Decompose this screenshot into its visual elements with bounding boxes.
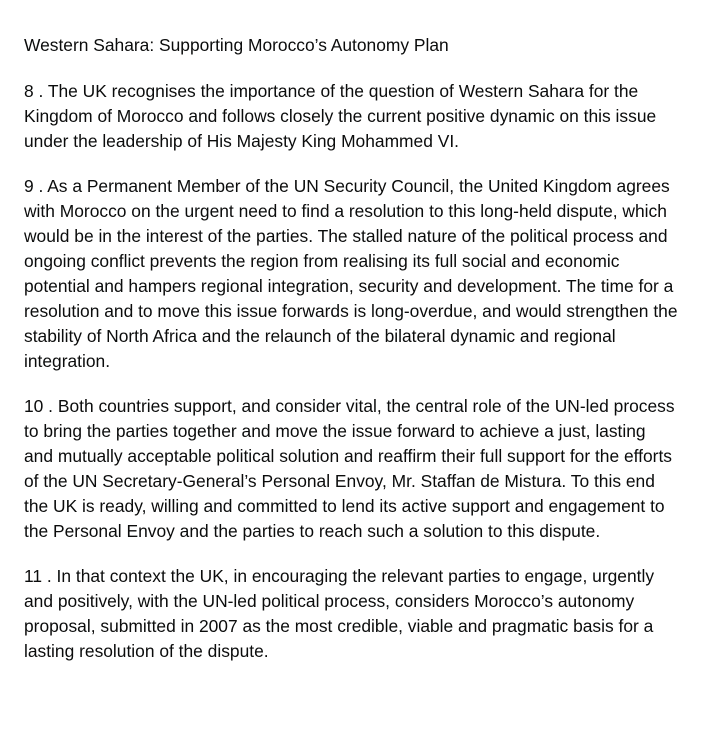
paragraph-8: 8 . The UK recognises the importance of the question of Western Sahara for the Kingdom of Morocco and follows closely the current positive dynamic on this issue under the leadership of His Majesty King Mohammed VI. (24, 81, 657, 151)
paragraph-9: 9 . As a Permanent Member of the UN Security Council, the United Kingdom agrees with Morocco on the urgent need to find a resolution to this long-held dispute, which would be in the interest of the parties. The stalled nature of the political process and ongoing conflict prevents the region from realising its full social and economic potential and hampers regional integration, security and development. The time for a resolution and to move this issue forwards is long-overdue, and would strengthen the stability of North Africa and the relaunch of the bilateral dynamic and regional integration. (24, 176, 678, 371)
section-heading: Western Sahara: Supporting Morocco’s Autonomy Plan (24, 35, 449, 55)
paragraph-11: 11 . In that context the UK, in encouraging the relevant parties to engage, urgently and positively, with the UN-led political process, considers Morocco’s autonomy proposal, submitted in 2007 as the most credible, viable and pragmatic basis for a lasting resolution of the dispute. (24, 566, 655, 661)
paragraph-10: 10 . Both countries support, and consider vital, the central role of the UN-led process to bring the parties together and move the issue forward to achieve a just, lasting and mutually acceptable political solution and reaffirm their full support for the efforts of the UN Secretary-General’s Personal Envoy, Mr. Staffan de Mistura. To this end the UK is ready, willing and committed to lend its active support and engagement to the Personal Envoy and the parties to reach such a solution to this dispute. (24, 396, 675, 541)
